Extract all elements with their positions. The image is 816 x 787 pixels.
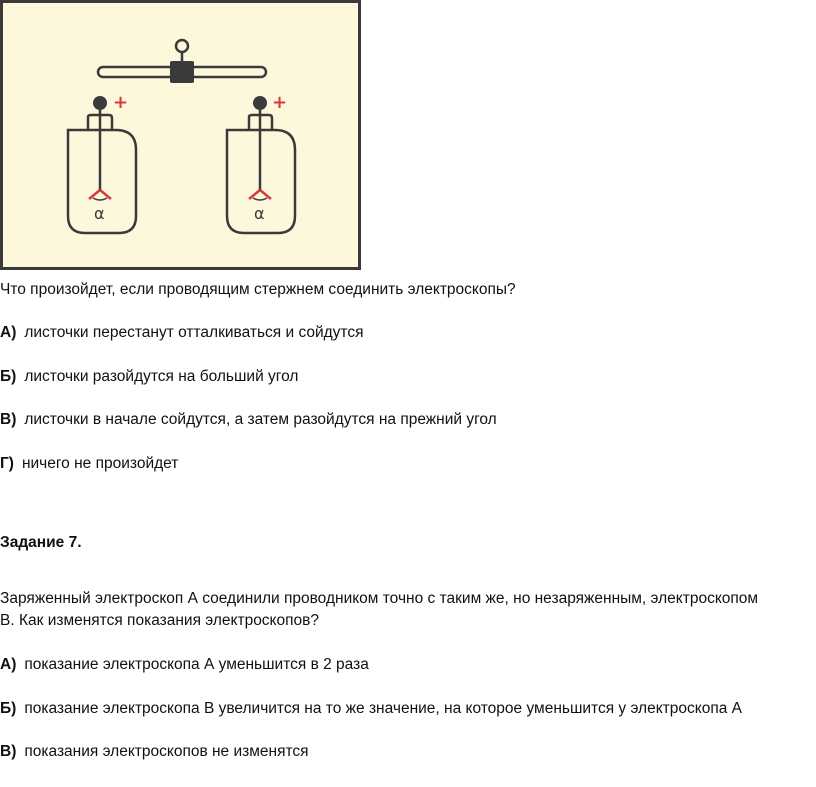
option-c xyxy=(0,410,497,430)
angle-label: α xyxy=(254,204,265,223)
option-text: ничего не произойдет xyxy=(21,455,179,472)
electroscope-ball xyxy=(93,96,107,110)
option-text: листочки разойдутся на больший угол xyxy=(24,368,299,385)
option-letter: А) xyxy=(0,324,17,341)
option-d xyxy=(0,454,178,474)
option-b xyxy=(0,367,298,387)
rod-holder xyxy=(170,61,194,83)
task-option-a xyxy=(0,655,369,675)
electroscopes-figure xyxy=(0,0,361,270)
task-heading: Задание 7. xyxy=(0,534,82,551)
option-text: листочки перестанут отталкиваться и сойдутся xyxy=(24,324,364,341)
task-text-line-1: Заряженный электроскоп А соединили проводником точно с таким же, но незаряженным, электроскопом xyxy=(0,590,759,607)
plus-sign: + xyxy=(113,92,129,113)
task-option-c xyxy=(0,742,309,762)
option-letter: В) xyxy=(0,411,17,428)
question-text: Что произойдет, если проводящим стержнем соединить электроскопы? xyxy=(0,281,516,298)
angle-label: α xyxy=(94,204,105,223)
option-a xyxy=(0,323,364,343)
task-option-b xyxy=(0,699,742,719)
option-letter: Б) xyxy=(0,700,17,717)
option-letter: В) xyxy=(0,743,17,760)
option-letter: А) xyxy=(0,656,17,673)
option-text: листочки в начале сойдутся, а затем разойдутся на прежний угол xyxy=(24,411,497,428)
plus-sign: + xyxy=(272,92,288,113)
rod-ring-icon xyxy=(176,40,188,52)
option-text: показание электроскопа В увеличится на то же значение, на которое уменьшится у электроскопа А xyxy=(24,700,742,717)
option-text: показание электроскопа А уменьшится в 2 раза xyxy=(24,656,369,673)
electroscopes-diagram xyxy=(0,0,361,270)
electroscope-ball xyxy=(253,96,267,110)
option-letter: Г) xyxy=(0,455,14,472)
task-text-line-2: В. Как изменятся показания электроскопов? xyxy=(0,612,320,629)
option-text: показания электроскопов не изменятся xyxy=(24,743,309,760)
option-letter: Б) xyxy=(0,368,17,385)
